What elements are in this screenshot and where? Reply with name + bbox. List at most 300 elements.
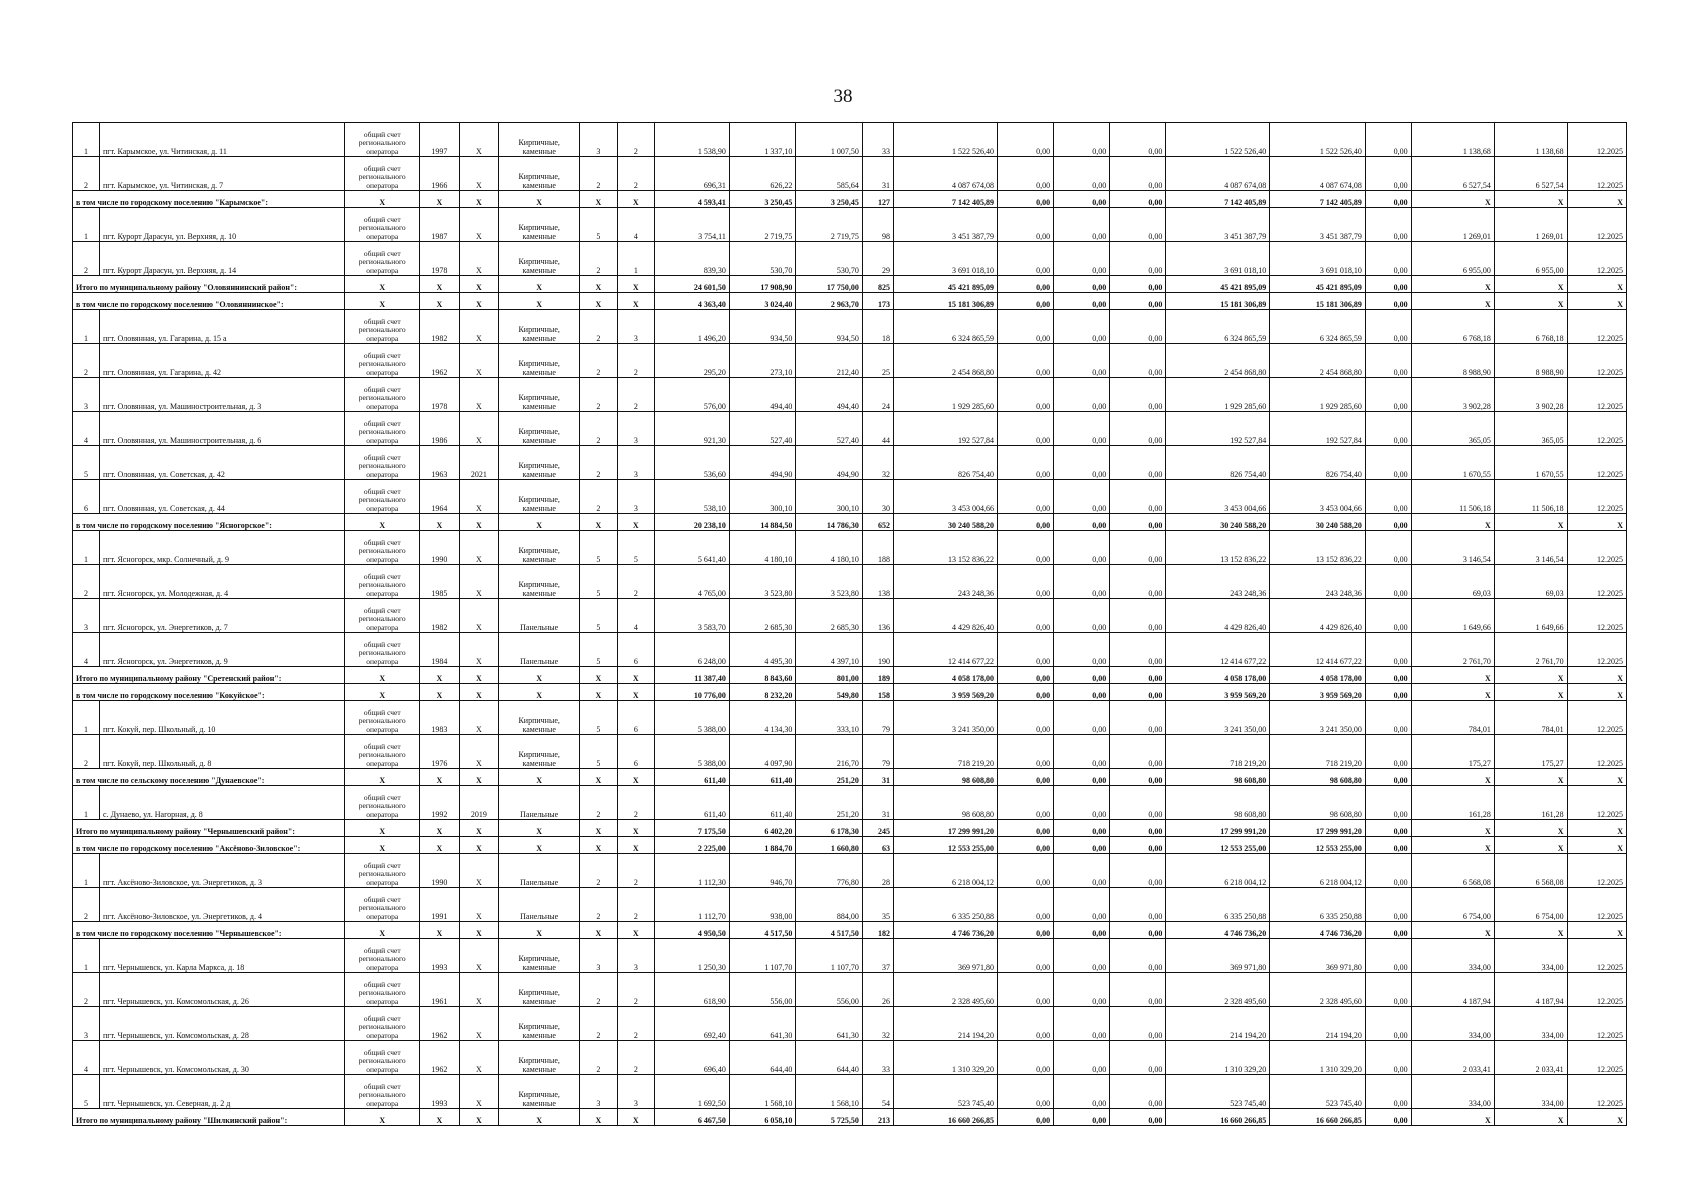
- entrances-cell: 4: [617, 599, 654, 633]
- last-repair-year-cell: X: [459, 514, 498, 531]
- floors-cell: 2: [580, 344, 617, 378]
- owner-funds-total-cell: 6 218 004,12: [1270, 854, 1366, 888]
- premises-area-cell: 14 884,50: [729, 514, 796, 531]
- build-year-cell: 1966: [420, 157, 459, 191]
- entrances-cell: 2: [617, 888, 654, 922]
- max-unit-cost-cell: X: [1494, 1109, 1567, 1126]
- other-funds-cell: 0,00: [1365, 276, 1411, 293]
- entrances-cell: 2: [617, 1007, 654, 1041]
- entrances-cell: 2: [617, 854, 654, 888]
- premises-area-cell: 8 232,20: [729, 684, 796, 701]
- regional-funds-cell: 0,00: [1054, 786, 1110, 820]
- entrances-cell: 3: [617, 1075, 654, 1109]
- local-funds-cell: 0,00: [1110, 123, 1166, 157]
- entrances-cell: X: [617, 667, 654, 684]
- residential-area-cell: 2 963,70: [796, 293, 863, 310]
- entrances-cell: X: [617, 769, 654, 786]
- unit-cost-cell: 8 988,90: [1411, 344, 1494, 378]
- completion-date-cell: 12.2025: [1567, 446, 1626, 480]
- address-cell: пгт. Оловянная, ул. Гагарина, д. 42: [100, 344, 345, 378]
- wall-material-cell: Кирпичные, каменные: [499, 939, 580, 973]
- max-unit-cost-cell: X: [1494, 514, 1567, 531]
- total-cost-cell: 826 754,40: [894, 446, 998, 480]
- build-year-cell: 1963: [420, 446, 459, 480]
- wall-material-cell: Кирпичные, каменные: [499, 1041, 580, 1075]
- federal-funds-cell: 0,00: [997, 837, 1053, 854]
- build-year-cell: 1984: [420, 633, 459, 667]
- floors-cell: 2: [580, 480, 617, 514]
- completion-date-cell: 12.2025: [1567, 786, 1626, 820]
- build-year-cell: X: [420, 820, 459, 837]
- max-unit-cost-cell: 69,03: [1494, 565, 1567, 599]
- residents-cell: 31: [862, 157, 893, 191]
- max-unit-cost-cell: 161,28: [1494, 786, 1567, 820]
- address-cell: пгт. Ясногорск, ул. Энергетиков, д. 9: [100, 633, 345, 667]
- house-row: [73, 446, 1627, 480]
- local-funds-cell: 0,00: [1110, 446, 1166, 480]
- completion-date-cell: 12.2025: [1567, 599, 1626, 633]
- row-number-cell: 1: [73, 123, 100, 157]
- wall-material-cell: X: [499, 769, 580, 786]
- owner-funds-cell: 3 241 350,00: [1166, 701, 1270, 735]
- owner-funds-cell: 1 310 329,20: [1166, 1041, 1270, 1075]
- row-number-cell: 2: [73, 344, 100, 378]
- src-cell: общий счет регионального оператора: [345, 344, 420, 378]
- owner-funds-cell: 6 218 004,12: [1166, 854, 1270, 888]
- owner-funds-total-cell: 2 328 495,60: [1270, 973, 1366, 1007]
- premises-area-cell: 938,00: [729, 888, 796, 922]
- other-funds-cell: 0,00: [1365, 480, 1411, 514]
- owner-funds-cell: 369 971,80: [1166, 939, 1270, 973]
- owner-funds-total-cell: 16 660 266,85: [1270, 1109, 1366, 1126]
- federal-funds-cell: 0,00: [997, 191, 1053, 208]
- residential-area-cell: 494,90: [796, 446, 863, 480]
- last-repair-year-cell: X: [459, 565, 498, 599]
- local-funds-cell: 0,00: [1110, 276, 1166, 293]
- premises-area-cell: 4 495,30: [729, 633, 796, 667]
- floors-cell: 5: [580, 701, 617, 735]
- row-number-cell: 1: [73, 854, 100, 888]
- local-funds-cell: 0,00: [1110, 208, 1166, 242]
- wall-material-cell: Кирпичные, каменные: [499, 344, 580, 378]
- regional-funds-cell: 0,00: [1054, 939, 1110, 973]
- row-number-cell: 1: [73, 208, 100, 242]
- total-cost-cell: 3 241 350,00: [894, 701, 998, 735]
- owner-funds-cell: 4 058 178,00: [1166, 667, 1270, 684]
- wall-material-cell: Панельные: [499, 633, 580, 667]
- wall-material-cell: X: [499, 514, 580, 531]
- entrances-cell: 6: [617, 701, 654, 735]
- entrances-cell: 2: [617, 786, 654, 820]
- residential-area-cell: 3 250,45: [796, 191, 863, 208]
- premises-area-cell: 3 250,45: [729, 191, 796, 208]
- completion-date-cell: 12.2025: [1567, 701, 1626, 735]
- house-row: [73, 344, 1627, 378]
- residents-cell: 54: [862, 1075, 893, 1109]
- residents-cell: 32: [862, 1007, 893, 1041]
- local-funds-cell: 0,00: [1110, 412, 1166, 446]
- house-row: [73, 888, 1627, 922]
- completion-date-cell: X: [1567, 820, 1626, 837]
- src-cell: общий счет регионального оператора: [345, 157, 420, 191]
- max-unit-cost-cell: 6 768,18: [1494, 310, 1567, 344]
- unit-cost-cell: 1 670,55: [1411, 446, 1494, 480]
- wall-material-cell: Кирпичные, каменные: [499, 242, 580, 276]
- owner-funds-total-cell: 4 746 736,20: [1270, 922, 1366, 939]
- total-area-cell: 6 467,50: [655, 1109, 730, 1126]
- premises-area-cell: 611,40: [729, 769, 796, 786]
- total-cost-cell: 1 929 285,60: [894, 378, 998, 412]
- regional-funds-cell: 0,00: [1054, 531, 1110, 565]
- total-cost-cell: 4 746 736,20: [894, 922, 998, 939]
- total-cost-cell: 369 971,80: [894, 939, 998, 973]
- total-cost-cell: 192 527,84: [894, 412, 998, 446]
- completion-date-cell: 12.2025: [1567, 973, 1626, 1007]
- last-repair-year-cell: X: [459, 191, 498, 208]
- group-label-cell: Итого по муниципальному району "Чернышевский район":: [73, 820, 345, 837]
- src-cell: общий счет регионального оператора: [345, 1075, 420, 1109]
- other-funds-cell: 0,00: [1365, 599, 1411, 633]
- src-cell: X: [345, 191, 420, 208]
- build-year-cell: 1990: [420, 531, 459, 565]
- address-cell: пгт. Кокуй, пер. Школьный, д. 8: [100, 735, 345, 769]
- total-area-cell: 4 765,00: [655, 565, 730, 599]
- floors-cell: 2: [580, 1041, 617, 1075]
- regional-funds-cell: 0,00: [1054, 888, 1110, 922]
- entrances-cell: 4: [617, 208, 654, 242]
- completion-date-cell: X: [1567, 922, 1626, 939]
- total-area-cell: 576,00: [655, 378, 730, 412]
- unit-cost-cell: 334,00: [1411, 1007, 1494, 1041]
- build-year-cell: 1985: [420, 565, 459, 599]
- last-repair-year-cell: X: [459, 1109, 498, 1126]
- completion-date-cell: X: [1567, 514, 1626, 531]
- wall-material-cell: Панельные: [499, 854, 580, 888]
- residents-cell: 33: [862, 1041, 893, 1075]
- src-cell: общий счет регионального оператора: [345, 412, 420, 446]
- house-row: [73, 123, 1627, 157]
- total-area-cell: 538,10: [655, 480, 730, 514]
- src-cell: X: [345, 514, 420, 531]
- federal-funds-cell: 0,00: [997, 769, 1053, 786]
- other-funds-cell: 0,00: [1365, 1007, 1411, 1041]
- address-cell: пгт. Курорт Дарасун, ул. Верхняя, д. 14: [100, 242, 345, 276]
- unit-cost-cell: X: [1411, 276, 1494, 293]
- completion-date-cell: 12.2025: [1567, 735, 1626, 769]
- regional-funds-cell: 0,00: [1054, 480, 1110, 514]
- local-funds-cell: 0,00: [1110, 820, 1166, 837]
- last-repair-year-cell: X: [459, 310, 498, 344]
- total-area-cell: 839,30: [655, 242, 730, 276]
- row-number-cell: 1: [73, 939, 100, 973]
- owner-funds-cell: 98 608,80: [1166, 769, 1270, 786]
- address-cell: с. Дунаево, ул. Нагорная, д. 8: [100, 786, 345, 820]
- floors-cell: X: [580, 820, 617, 837]
- owner-funds-total-cell: 30 240 588,20: [1270, 514, 1366, 531]
- residential-area-cell: 644,40: [796, 1041, 863, 1075]
- entrances-cell: X: [617, 514, 654, 531]
- build-year-cell: 1993: [420, 939, 459, 973]
- row-number-cell: 2: [73, 735, 100, 769]
- owner-funds-cell: 6 335 250,88: [1166, 888, 1270, 922]
- group-label-cell: в том числе по городскому поселению "Кокуйское":: [73, 684, 345, 701]
- other-funds-cell: 0,00: [1365, 412, 1411, 446]
- house-row: [73, 735, 1627, 769]
- build-year-cell: X: [420, 191, 459, 208]
- group-label-cell: Итого по муниципальному району "Сретенский район":: [73, 667, 345, 684]
- total-area-cell: 4 593,41: [655, 191, 730, 208]
- local-funds-cell: 0,00: [1110, 667, 1166, 684]
- residents-cell: 98: [862, 208, 893, 242]
- local-funds-cell: 0,00: [1110, 293, 1166, 310]
- residential-area-cell: 530,70: [796, 242, 863, 276]
- unit-cost-cell: 6 768,18: [1411, 310, 1494, 344]
- other-funds-cell: 0,00: [1365, 1109, 1411, 1126]
- local-funds-cell: 0,00: [1110, 769, 1166, 786]
- floors-cell: 3: [580, 1075, 617, 1109]
- total-area-cell: 1 538,90: [655, 123, 730, 157]
- capital-repair-table: [72, 122, 1627, 1126]
- unit-cost-cell: 11 506,18: [1411, 480, 1494, 514]
- residential-area-cell: 641,30: [796, 1007, 863, 1041]
- build-year-cell: 1962: [420, 1007, 459, 1041]
- local-funds-cell: 0,00: [1110, 1075, 1166, 1109]
- local-funds-cell: 0,00: [1110, 157, 1166, 191]
- max-unit-cost-cell: 6 568,08: [1494, 854, 1567, 888]
- max-unit-cost-cell: 334,00: [1494, 1007, 1567, 1041]
- row-number-cell: 4: [73, 633, 100, 667]
- last-repair-year-cell: X: [459, 344, 498, 378]
- other-funds-cell: 0,00: [1365, 973, 1411, 1007]
- address-cell: пгт. Карымское, ул. Читинская, д. 11: [100, 123, 345, 157]
- owner-funds-total-cell: 12 414 677,22: [1270, 633, 1366, 667]
- completion-date-cell: 12.2025: [1567, 242, 1626, 276]
- completion-date-cell: 12.2025: [1567, 1041, 1626, 1075]
- build-year-cell: 1982: [420, 599, 459, 633]
- last-repair-year-cell: X: [459, 769, 498, 786]
- premises-area-cell: 946,70: [729, 854, 796, 888]
- federal-funds-cell: 0,00: [997, 310, 1053, 344]
- src-cell: общий счет регионального оператора: [345, 939, 420, 973]
- regional-funds-cell: 0,00: [1054, 191, 1110, 208]
- src-cell: общий счет регионального оператора: [345, 854, 420, 888]
- residential-area-cell: 4 397,10: [796, 633, 863, 667]
- completion-date-cell: 12.2025: [1567, 939, 1626, 973]
- owner-funds-total-cell: 6 324 865,59: [1270, 310, 1366, 344]
- premises-area-cell: 3 523,80: [729, 565, 796, 599]
- federal-funds-cell: 0,00: [997, 1075, 1053, 1109]
- house-row: [73, 378, 1627, 412]
- row-number-cell: 2: [73, 565, 100, 599]
- house-row: [73, 208, 1627, 242]
- floors-cell: X: [580, 837, 617, 854]
- unit-cost-cell: 334,00: [1411, 939, 1494, 973]
- residential-area-cell: 2 685,30: [796, 599, 863, 633]
- residential-area-cell: 585,64: [796, 157, 863, 191]
- max-unit-cost-cell: X: [1494, 276, 1567, 293]
- unit-cost-cell: 4 187,94: [1411, 973, 1494, 1007]
- max-unit-cost-cell: 3 902,28: [1494, 378, 1567, 412]
- premises-area-cell: 4 180,10: [729, 531, 796, 565]
- unit-cost-cell: 6 568,08: [1411, 854, 1494, 888]
- federal-funds-cell: 0,00: [997, 922, 1053, 939]
- group-label-cell: в том числе по городскому поселению "Ясногорское":: [73, 514, 345, 531]
- local-funds-cell: 0,00: [1110, 735, 1166, 769]
- address-cell: пгт. Оловянная, ул. Машиностроительная, д. 3: [100, 378, 345, 412]
- entrances-cell: 1: [617, 242, 654, 276]
- completion-date-cell: X: [1567, 684, 1626, 701]
- residents-cell: 652: [862, 514, 893, 531]
- max-unit-cost-cell: X: [1494, 820, 1567, 837]
- src-cell: общий счет регионального оператора: [345, 531, 420, 565]
- entrances-cell: X: [617, 293, 654, 310]
- entrances-cell: X: [617, 276, 654, 293]
- src-cell: общий счет регионального оператора: [345, 310, 420, 344]
- residents-cell: 213: [862, 1109, 893, 1126]
- regional-funds-cell: 0,00: [1054, 769, 1110, 786]
- house-row: [73, 412, 1627, 446]
- settlement-subtotal-row: [73, 769, 1627, 786]
- max-unit-cost-cell: 365,05: [1494, 412, 1567, 446]
- residential-area-cell: 212,40: [796, 344, 863, 378]
- entrances-cell: 2: [617, 157, 654, 191]
- src-cell: общий счет регионального оператора: [345, 480, 420, 514]
- local-funds-cell: 0,00: [1110, 531, 1166, 565]
- regional-funds-cell: 0,00: [1054, 310, 1110, 344]
- other-funds-cell: 0,00: [1365, 242, 1411, 276]
- build-year-cell: X: [420, 667, 459, 684]
- table-body: [73, 123, 1627, 1126]
- unit-cost-cell: X: [1411, 837, 1494, 854]
- last-repair-year-cell: X: [459, 735, 498, 769]
- floors-cell: 2: [580, 378, 617, 412]
- owner-funds-total-cell: 243 248,36: [1270, 565, 1366, 599]
- premises-area-cell: 273,10: [729, 344, 796, 378]
- wall-material-cell: Панельные: [499, 786, 580, 820]
- owner-funds-total-cell: 2 454 868,80: [1270, 344, 1366, 378]
- residential-area-cell: 1 107,70: [796, 939, 863, 973]
- src-cell: X: [345, 1109, 420, 1126]
- federal-funds-cell: 0,00: [997, 293, 1053, 310]
- local-funds-cell: 0,00: [1110, 922, 1166, 939]
- total-cost-cell: 4 429 826,40: [894, 599, 998, 633]
- other-funds-cell: 0,00: [1365, 1041, 1411, 1075]
- house-row: [73, 242, 1627, 276]
- owner-funds-total-cell: 13 152 836,22: [1270, 531, 1366, 565]
- unit-cost-cell: X: [1411, 769, 1494, 786]
- total-area-cell: 3 754,11: [655, 208, 730, 242]
- unit-cost-cell: 6 955,00: [1411, 242, 1494, 276]
- entrances-cell: 6: [617, 735, 654, 769]
- max-unit-cost-cell: 1 649,66: [1494, 599, 1567, 633]
- unit-cost-cell: 6 754,00: [1411, 888, 1494, 922]
- owner-funds-total-cell: 523 745,40: [1270, 1075, 1366, 1109]
- last-repair-year-cell: X: [459, 208, 498, 242]
- owner-funds-total-cell: 98 608,80: [1270, 786, 1366, 820]
- residential-area-cell: 549,80: [796, 684, 863, 701]
- local-funds-cell: 0,00: [1110, 684, 1166, 701]
- total-cost-cell: 2 454 868,80: [894, 344, 998, 378]
- build-year-cell: X: [420, 276, 459, 293]
- premises-area-cell: 4 097,90: [729, 735, 796, 769]
- max-unit-cost-cell: 6 955,00: [1494, 242, 1567, 276]
- residential-area-cell: 17 750,00: [796, 276, 863, 293]
- src-cell: общий счет регионального оператора: [345, 378, 420, 412]
- floors-cell: 2: [580, 412, 617, 446]
- other-funds-cell: 0,00: [1365, 208, 1411, 242]
- owner-funds-cell: 4 429 826,40: [1166, 599, 1270, 633]
- total-area-cell: 11 387,40: [655, 667, 730, 684]
- regional-funds-cell: 0,00: [1054, 684, 1110, 701]
- last-repair-year-cell: X: [459, 378, 498, 412]
- completion-date-cell: 12.2025: [1567, 412, 1626, 446]
- unit-cost-cell: 365,05: [1411, 412, 1494, 446]
- local-funds-cell: 0,00: [1110, 514, 1166, 531]
- src-cell: общий счет регионального оператора: [345, 973, 420, 1007]
- address-cell: пгт. Карымское, ул. Читинская, д. 7: [100, 157, 345, 191]
- federal-funds-cell: 0,00: [997, 684, 1053, 701]
- owner-funds-cell: 15 181 306,89: [1166, 293, 1270, 310]
- floors-cell: X: [580, 293, 617, 310]
- last-repair-year-cell: X: [459, 1007, 498, 1041]
- completion-date-cell: 12.2025: [1567, 633, 1626, 667]
- src-cell: общий счет регионального оператора: [345, 786, 420, 820]
- build-year-cell: 1962: [420, 344, 459, 378]
- wall-material-cell: X: [499, 293, 580, 310]
- local-funds-cell: 0,00: [1110, 888, 1166, 922]
- total-cost-cell: 15 181 306,89: [894, 293, 998, 310]
- address-cell: пгт. Ясногорск, мкр. Солнечный, д. 9: [100, 531, 345, 565]
- local-funds-cell: 0,00: [1110, 599, 1166, 633]
- residential-area-cell: 1 660,80: [796, 837, 863, 854]
- max-unit-cost-cell: 2 761,70: [1494, 633, 1567, 667]
- residential-area-cell: 14 786,30: [796, 514, 863, 531]
- owner-funds-total-cell: 3 451 387,79: [1270, 208, 1366, 242]
- local-funds-cell: 0,00: [1110, 344, 1166, 378]
- regional-funds-cell: 0,00: [1054, 276, 1110, 293]
- completion-date-cell: 12.2025: [1567, 480, 1626, 514]
- max-unit-cost-cell: 3 146,54: [1494, 531, 1567, 565]
- residents-cell: 245: [862, 820, 893, 837]
- residential-area-cell: 527,40: [796, 412, 863, 446]
- owner-funds-total-cell: 17 299 991,20: [1270, 820, 1366, 837]
- last-repair-year-cell: X: [459, 633, 498, 667]
- residents-cell: 44: [862, 412, 893, 446]
- floors-cell: 3: [580, 939, 617, 973]
- total-area-cell: 295,20: [655, 344, 730, 378]
- owner-funds-cell: 30 240 588,20: [1166, 514, 1270, 531]
- premises-area-cell: 4 134,30: [729, 701, 796, 735]
- total-cost-cell: 1 522 526,40: [894, 123, 998, 157]
- max-unit-cost-cell: 1 138,68: [1494, 123, 1567, 157]
- completion-date-cell: X: [1567, 276, 1626, 293]
- src-cell: общий счет регионального оператора: [345, 599, 420, 633]
- total-cost-cell: 3 691 018,10: [894, 242, 998, 276]
- residents-cell: 127: [862, 191, 893, 208]
- src-cell: общий счет регионального оператора: [345, 446, 420, 480]
- build-year-cell: X: [420, 769, 459, 786]
- completion-date-cell: 12.2025: [1567, 531, 1626, 565]
- owner-funds-cell: 2 328 495,60: [1166, 973, 1270, 1007]
- build-year-cell: 1982: [420, 310, 459, 344]
- max-unit-cost-cell: X: [1494, 293, 1567, 310]
- group-label-cell: в том числе по городскому поселению "Аксёново-Зиловское":: [73, 837, 345, 854]
- max-unit-cost-cell: 8 988,90: [1494, 344, 1567, 378]
- entrances-cell: 3: [617, 412, 654, 446]
- other-funds-cell: 0,00: [1365, 701, 1411, 735]
- unit-cost-cell: 2 761,70: [1411, 633, 1494, 667]
- residential-area-cell: 333,10: [796, 701, 863, 735]
